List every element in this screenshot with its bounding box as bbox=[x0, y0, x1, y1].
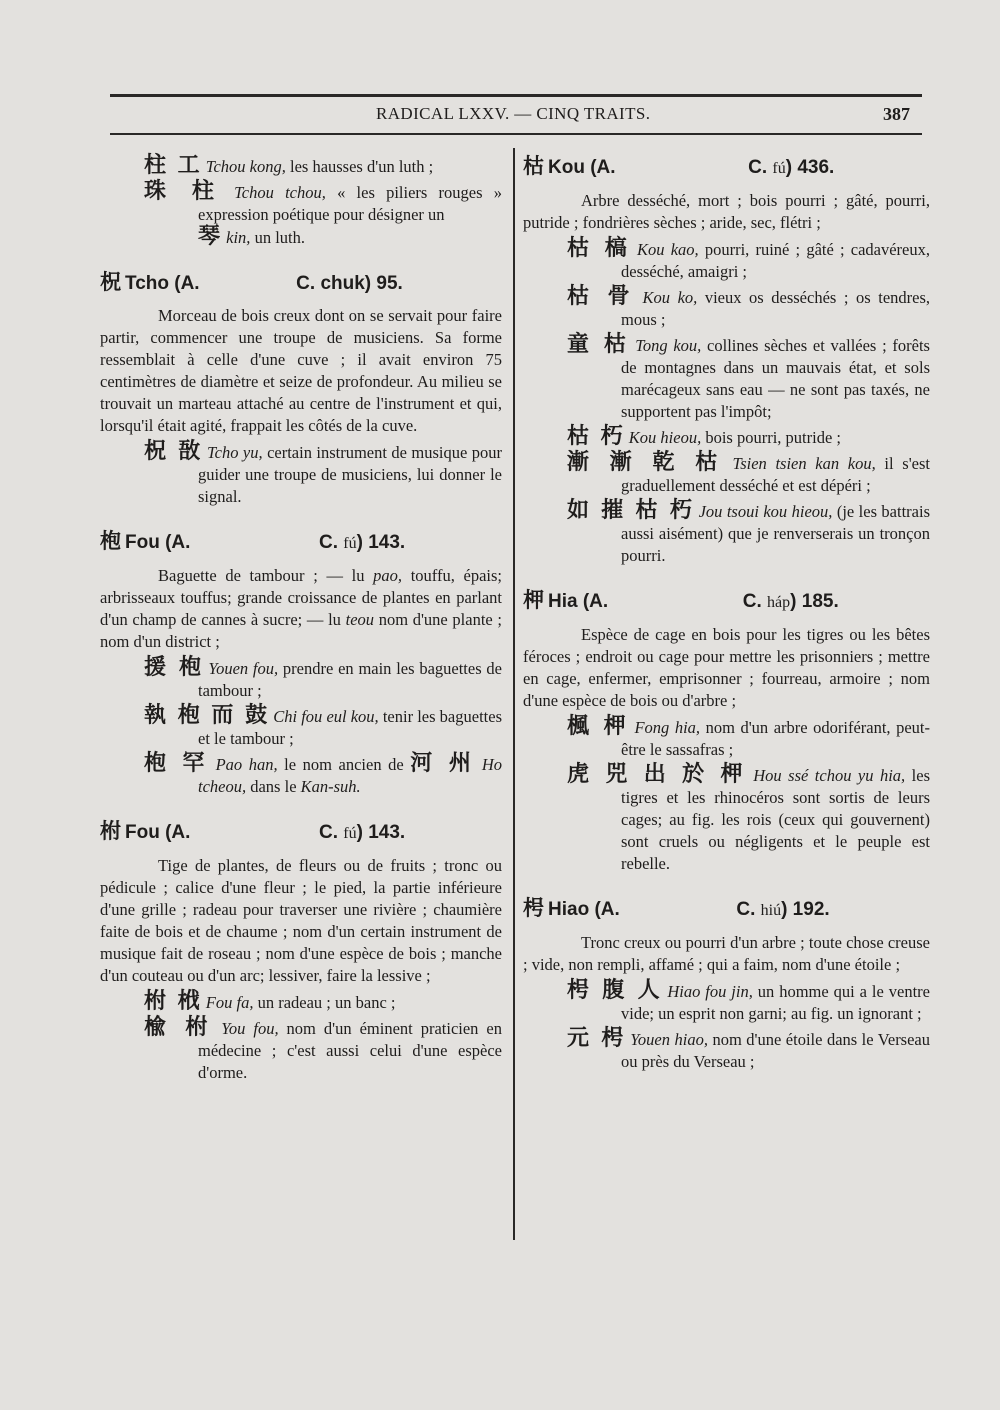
page-number: 387 bbox=[883, 104, 910, 124]
sub-entry: 枯 槁 Kou kao, pourri, ruiné ; gâté ; cadavéreux, desséché, amaigri ; bbox=[567, 236, 930, 281]
sub-entry: 枯 朽 Kou hieou, bois pourri, putride ; bbox=[567, 424, 841, 449]
right-column bbox=[523, 155, 930, 1076]
sub-entry: 童 枯 Tong kou, collines sèches et vallées ; forêts de montagnes dans un mauvais état, et sols marécageux sans eau — ne sont pas taxés, ne supportent pas l'impôt; bbox=[567, 332, 930, 421]
entry-heading-fou: 枹 Fou (A. C. fú) 143. bbox=[100, 529, 406, 553]
sub-entry: 枯 骨 Kou ko, vieux os desséchés ; os tendres, mous ; bbox=[567, 284, 931, 329]
sub-entry: 援 枹 Youen fou, prendre en main les baguettes de tambour ; bbox=[144, 655, 502, 700]
sub-entry: 枵 腹 人 Hiao fou jin, un homme qui a le ventre vide; un esprit non garni; au fig. un ignorant ; bbox=[567, 978, 930, 1023]
entry-definition: Morceau de bois creux dont on se servait pour faire partir, commencer une troupe de musiciens. Sa forme ressemblait à celle d'une cuve ; il avait environ 75 centimètres de diamètre et seize de profondeur. Au milieu se trouvait un marteau attaché au centre de l'instrument et qui, lorsqu'il était agité, frappait les côtés de la cuve. bbox=[100, 306, 502, 435]
entry-definition: Tronc creux ou pourri d'un arbre ; toute chose creuse ; vide, non rempli, affamé ; qui a faim, nom d'une étoile ; bbox=[523, 933, 930, 974]
entry-definition: Arbre desséché, mort ; bois pourri ; gâté, pourri, putride ; fondrières sèches ; aride, sec, flétri ; bbox=[523, 191, 930, 232]
entry-heading-hia: 柙 Hia (A. C. háp) 185. bbox=[523, 588, 839, 612]
sub-entry: 柷 敔 Tcho yu, certain instrument de musique pour guider une troupe de musiciens, lui donner le signal. bbox=[144, 439, 502, 506]
sub-entry: 漸 漸 乾 枯 Tsien tsien kan kou, il s'est graduellement desséché et est dépéri ; bbox=[567, 450, 930, 495]
column-divider bbox=[513, 148, 515, 1240]
sub-entry: 虎 兕 出 於 柙 Hou ssé tchou yu hia, les tigres et les rhinocéros sont sortis de leurs cages; au fig. les rois (ceux qui gouvernent) sont cruels ou négligents et le peuple est rebelle. bbox=[567, 762, 930, 873]
entry-heading-fou-2: 柎 Fou (A. C. fú) 143. bbox=[100, 819, 406, 843]
entry-heading-hiao: 枵 Hiao (A. C. hiú) 192. bbox=[523, 896, 830, 920]
sub-entry: 柱 工 Tchou kong, les hausses d'un luth ; bbox=[144, 153, 434, 178]
left-column bbox=[100, 155, 502, 1087]
sub-entry: 楡 柎 You fou, nom d'un éminent praticien en médecine ; c'est aussi celui d'une espèce d'orme. bbox=[144, 1015, 502, 1082]
top-rule bbox=[110, 94, 922, 97]
sub-entry: 元 枵 Youen hiao, nom d'une étoile dans le Verseau ou près du Verseau ; bbox=[567, 1026, 931, 1071]
header-rule bbox=[110, 133, 922, 135]
entry-definition: Tige de plantes, de fleurs ou de fruits ; tronc ou pédicule ; calice d'une fleur ; le pied, la partie inférieure d'une grille ; radeau pour traverser une rivière ; chaumière faite de bois et de chaume ; nom d'un certain instrument de musique fait de roseau ; nom d'une espèce de bois ; manche d'un couteau ou d'un arc; lessiver, faire la lessive ; bbox=[100, 856, 502, 985]
sub-entry: 柎 栰 Fou fa, un radeau ; un banc ; bbox=[144, 989, 396, 1014]
entry-definition: Baguette de tambour ; — lu pao, touffu, épais; arbrisseaux touffus; grande croissance de plantes en parlant d'un champ de cannes à sucre; — lu teou nom d'une plante ; nom d'un district ; bbox=[100, 566, 503, 651]
running-title: RADICAL LXXV. — CINQ TRAITS. bbox=[376, 104, 651, 123]
sub-entry: 楓 柙 Fong hia, nom d'un arbre odoriférant, peut-être le sassafras ; bbox=[567, 714, 930, 759]
sub-entry: 執 枹 而 鼓 Chi fou eul kou, tenir les baguettes et le tambour ; bbox=[144, 703, 502, 748]
entry-heading-tcho: 柷 Tcho (A. C. chuk) 95. bbox=[100, 270, 403, 294]
sub-entry: 枹 罕 Pao han, le nom ancien de 河 州 Ho tcheou, dans le Kan-suh. bbox=[144, 751, 503, 796]
sub-entry: 如 摧 枯 朽 Jou tsoui kou hieou, (je les battrais aussi aisément) que je renverserais un tronçon pourri. bbox=[567, 498, 931, 565]
entry-definition: Espèce de cage en bois pour les tigres ou les bêtes féroces ; endroit ou cage pour mettre les prisonniers ; mettre en cage, enfermer, emprisonner ; fourreau, armoire ; nom d'une espèce de bois ou d'arbre ; bbox=[523, 625, 930, 710]
entry-heading-kou: 枯 Kou (A. C. fú) 436. bbox=[523, 154, 835, 178]
sub-entry: 珠 柱 Tchou tchou, « les piliers rouges » expression poétique pour désigner un 琴 kin, un luth. bbox=[144, 179, 502, 249]
